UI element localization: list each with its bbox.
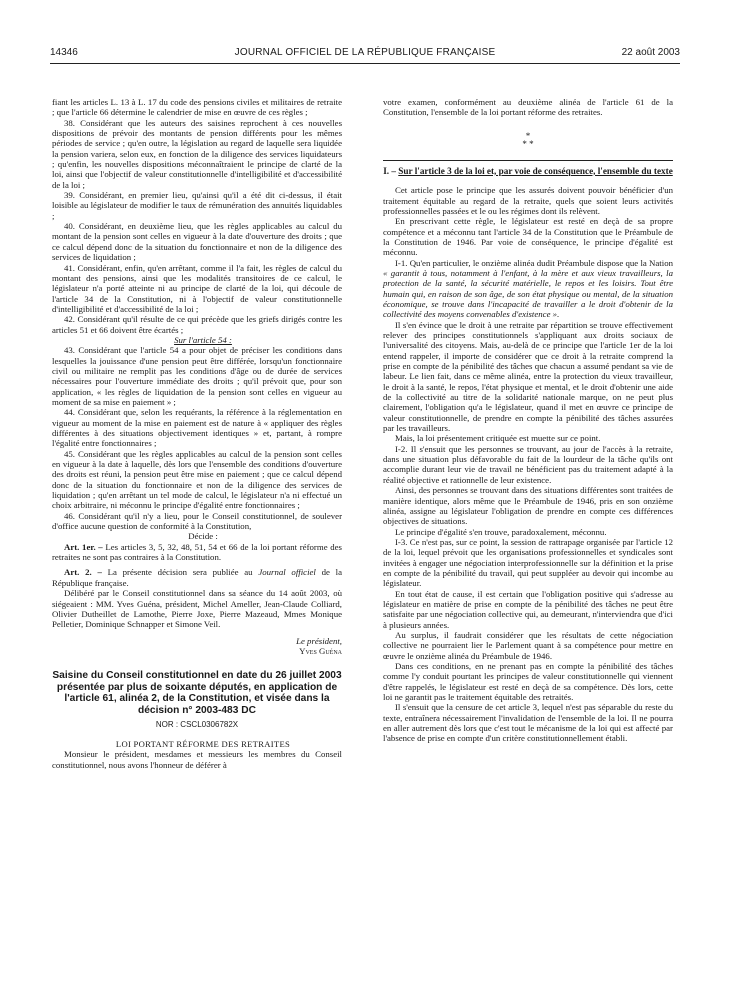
- section-rule: [383, 160, 673, 161]
- page-number: 14346: [50, 47, 78, 58]
- paragraph: Au surplus, il faudrait considérer que les résultats de cette négociation collective ne pourraient lier le Parlement quant à sa compétence pour mettre en œuvre le onzième alinéa du Préambule de 1946.: [383, 629, 673, 661]
- signature-name: Yves Guéna: [299, 645, 342, 656]
- signature-title: Le président,: [296, 635, 342, 646]
- nor-reference: NOR : CSCL0306782X: [155, 719, 239, 729]
- separator-stars: [383, 132, 673, 148]
- deliberation: Délibéré par le Conseil constitutionnel dans sa séance du 14 août 2003, où siégeaient : MM. Yves Guéna, président, Michel Ameller, Jean-Claude Colliard, Olivier Dutheillet de Lamothe, Pierre Joxe, Pierre Mazeaud, Mmes Monique Pelletier, Dominique Schnapper et Simone Veil.: [52, 588, 342, 630]
- saisine-heading: Saisine du Conseil constitutionnel en date du 26 juillet 2003 présentée par plus de soixante députés, en application de l'article 61, alinéa 2, de la Constitution, et visée dans la décision n° 2003-483 DC: [52, 670, 342, 716]
- paragraph: Ainsi, des personnes se trouvant dans des situations différentes sont traitées de manière identique, alors même que le Préambule de 1946, pris en son onzième alinéa, assigne au législateur l'obligation de prendre en compte ces différences objectives de situations.: [383, 485, 673, 527]
- page-header: [50, 47, 680, 61]
- paragraph: Mais, la loi présentement critiquée est muette sur ce point.: [395, 433, 601, 444]
- article-2-journal: Journal officiel: [258, 567, 316, 578]
- preamble-quote: « garantit à tous, notamment à l'enfant, à la mère et aux vieux travailleurs, la protection de la santé, la sécurité matérielle, le repos et les loisirs. Tout être humain qui, en raison de son âge, de son état physique ou mental, de la situation économique, se trouve dans l'incapacité de travailler a le droit d'obtenir de la collectivité des moyens convenables d'existence ».: [383, 267, 673, 320]
- paragraph: Dans ces conditions, en ne prenant pas en compte la pénibilité des tâches comme l'y conduit pourtant les principes de valeur constitutionnelle qui viennent d'être rappelés, le législateur est resté en deçà de sa compétence. Dès lors, cette loi ne garantit pas le traitement équitable des retraités.: [383, 661, 673, 703]
- paragraph-46: 46. Considérant qu'il n'y a lieu, pour le Conseil constitutionnel, de soulever d'office aucune question de conformité à la Constitution,: [52, 510, 342, 532]
- article-2-text-b: de la République française.: [52, 567, 343, 588]
- article-1: [52, 542, 342, 563]
- paragraph-45: 45. Considérant que les règles applicables au calcul de la pension sont celles en vigueur à la date à laquelle, dès lors que l'ensemble des conditions d'ouverture des droits est réuni, la pension peut être mise en paiement ; que ce calcul dépend donc de la situation du fonctionnaire et non de la diligence des services de liquidation ; qu'en arrêtant un tel mode de calcul, le législateur n'a ni effectué un choix arbitraire, ni méconnu le principe d'égalité entre fonctionnaires ;: [52, 448, 342, 511]
- paragraph-44: 44. Considérant que, selon les requérants, la référence à la réglementation en vigueur au moment de la mise en paiement est de nature à « appliquer des règles différentes à des situations objectivement identiques » et, partant, à rompre l'égalité entre fonctionnaires ;: [52, 407, 342, 449]
- article-2: [52, 567, 342, 588]
- paragraph: Le principe d'égalité s'en trouve, paradoxalement, méconnu.: [395, 526, 607, 537]
- right-column: [383, 97, 673, 744]
- paragraph: Il s'ensuit que la censure de cet article 3, lequel n'est pas séparable du reste du texte, entraînera nécessairement l'invalidation de l'ensemble de la loi. Il ne pourra en aller autrement dès lors que c'est tout le mécanisme de la loi qui est affecté par l'absence de prise en compte d'un critère constitutionnellement établi.: [383, 702, 673, 744]
- paragraph-40: 40. Considérant, en deuxième lieu, que les règles applicables au calcul du montant de la pension sont celles en vigueur à la date d'ouverture des droits ; que ce calcul dépend donc de la situation du fonctionnaire et non de la diligence des services de liquidation ;: [52, 221, 342, 263]
- law-title: LOI PORTANT RÉFORME DES RETRAITES: [115, 738, 291, 749]
- star-bottom: * *: [522, 138, 534, 149]
- opening-paragraph: Monsieur le président, mesdames et messieurs les membres du Conseil constitutionnel, nous avons l'honneur de déférer à: [52, 749, 342, 770]
- paragraph-i-1-text: I-1. Qu'en particulier, le onzième alinéa dudit Préambule dispose que la Nation: [395, 257, 673, 268]
- subheading-article-54: Sur l'article 54 :: [174, 334, 232, 345]
- paragraph: fiant les articles L. 13 à L. 17 du code des pensions civiles et militaires de retraite ; que l'article 66 détermine le calendrier de mise en œuvre de ces règles ;: [52, 97, 342, 118]
- star-top: *: [525, 130, 531, 141]
- paragraph-39: 39. Considérant, en premier lieu, qu'ainsi qu'il a été dit ci-dessus, il était loisible au législateur de modifier le taux de rémunération des annuités liquidables ;: [52, 190, 342, 221]
- article-1-label: Art. 1er. –: [64, 541, 103, 552]
- paragraph: votre examen, conformément au deuxième alinéa de l'article 61 de la Constitution, l'ensemble de la loi portant réforme des retraites.: [383, 97, 673, 118]
- paragraph: En prescrivant cette règle, le législateur est resté en deçà de sa propre compétence et a méconnu tant l'article 34 de la Constitution que le Préambule de la Constitution de 1946. Par voie de conséquence, le principe d'égalité est méconnu.: [383, 216, 673, 258]
- paragraph-41: 41. Considérant, enfin, qu'en arrêtant, comme il l'a fait, les règles de calcul du montant des pensions, ainsi que les modalités transitoires de ce calcul, le législateur n'a porté atteinte ni au principe de clarté de la loi, qui découle de l'article 34 de la Constitution, ni à l'objectif de valeur constitutionnelle d'intelligibilité et d'accessibilité de la loi ;: [52, 262, 342, 314]
- decide-heading: Décide :: [188, 531, 218, 542]
- header-rule: [50, 63, 680, 64]
- issue-date: 22 août 2003: [621, 47, 680, 58]
- paragraph-i-1: [383, 258, 673, 320]
- paragraph-42: 42. Considérant qu'il résulte de ce qui précède que les griefs dirigés contre les articles 51 et 66 doivent être écartés ;: [52, 314, 342, 335]
- paragraph-i-2: I-2. Il s'ensuit que les personnes se trouvant, au jour de l'accès à la retraite, dans une situation plus défavorable du fait de la lourdeur de la tâche qu'ils ont accomplie durant leur vie de travail ne bénéficient pas du traitement adapté à la réalité objective et rationnelle de leur existence.: [383, 443, 673, 485]
- article-1-text: Les articles 3, 5, 32, 48, 51, 54 et 66 de la loi portant réforme des retraites ne sont pas contraires à la Constitution.: [52, 541, 342, 563]
- paragraph: En tout état de cause, il est certain que l'obligation positive qui s'adresse au législateur en matière de prise en compte de la pénibilité des tâches ne peut être satisfaite par une négociation collective qui, au demeurant, n'interviendra que d'ici à plusieurs années.: [383, 588, 673, 630]
- section-number: I. –: [383, 165, 396, 176]
- paragraph-38: 38. Considérant que les auteurs des saisines reprochent à ces nouvelles dispositions de prévoir des montants de pension différents pour les mêmes périodes de service ; qu'en outre, la législation au regard de laquelle sera liquidée la pension variera, selon eux, en fonction de la diligence des services liquidateurs ; qu'enfin, les nouvelles dispositions méconnaîtraient le principe de clarté de la loi, ainsi que l'objectif de valeur constitutionnelle d'intelligibilité et d'accessibilité de la loi ;: [52, 117, 342, 190]
- journal-title: JOURNAL OFFICIEL DE LA RÉPUBLIQUE FRANÇAISE: [234, 47, 496, 58]
- section-title: Sur l'article 3 de la loi et, par voie de conséquence, l'ensemble du texte: [398, 165, 673, 176]
- article-2-label: Art. 2. –: [64, 567, 102, 578]
- section-heading: [383, 166, 673, 177]
- paragraph: Cet article pose le principe que les assurés doivent pouvoir bénéficier d'un traitement équitable au regard de la retraite, quels que soient leurs activités professionnelles passées et le ou les régimes dont ils relèvent.: [383, 185, 673, 216]
- article-2-text-a: La présente décision sera publiée au: [101, 567, 259, 578]
- paragraph: Il s'en évince que le droit à une retraite par répartition se trouve effectivement relever des principes constitutionnels s'appliquant aux droits sociaux de l'universalité des citoyens. Mais, au-delà de ce principe que l'article 1er de la loi entend rappeler, il importe de considérer que ce droit à la retraite comprend la prise en compte de la pénibilité des tâches que chacun a assumé pendant sa vie de labeur. Le lien fait, dans ce même alinéa, entre la protection du vieux travailleur, le droit à la santé, le repos, l'état physique et mental, et le droit d'obtenir une aide de la collectivité au titre de la solidarité nationale marque, on ne peut plus clairement, l'obligation qu'a le législateur, quand il met en œuvre ce principe de valeur constitutionnelle, de prendre en compte la pénibilité des tâches assurées par les travailleurs.: [383, 319, 673, 434]
- left-column: [52, 97, 342, 770]
- paragraph-43: 43. Considérant que l'article 54 a pour objet de préciser les conditions dans lesquelles la jouissance d'une pension peut être différée, lorsqu'un fonctionnaire civil ou militaire ne remplit pas les conditions d'âge ou de durée de services nécessaires pour l'ouverture immédiate des droits ; qu'il prévoit que, pour son application, « les règles de liquidation de la pension sont celles en vigueur au moment de sa mise en paiement » ;: [52, 345, 342, 407]
- paragraph-i-3: I-3. Ce n'est pas, sur ce point, la session de rattrapage organisée par l'article 12 de la loi, lequel prévoit que les organisations professionnelles et syndicales sont invitées à engager une négociation interprofessionnelle sur la définition et la prise en compte de la pénibilité du travail, qui peut suppléer au devoir qui incombe au législateur.: [383, 536, 673, 589]
